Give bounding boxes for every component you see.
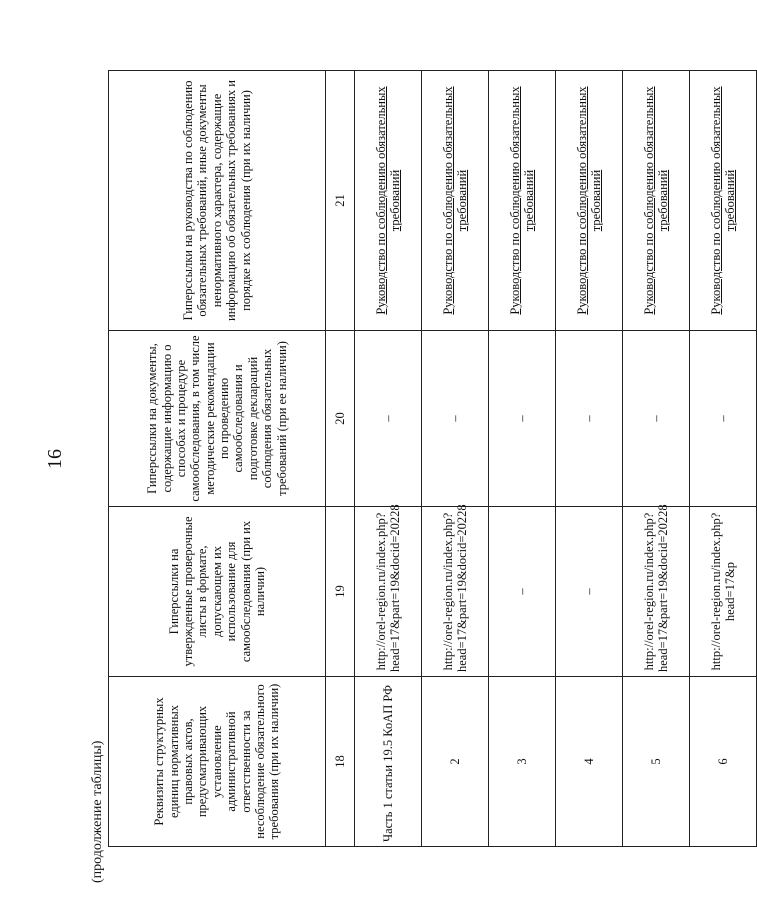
header-col-19: Гиперссылки на утвержденные проверочные листы в формате, допускающем их использование для самообследования (при их наличии) xyxy=(109,507,326,677)
row-selfcheck-doc-cell: – xyxy=(355,331,422,507)
header-col-18: Реквизиты структурных единиц нормативных правовых актов, предусматривающих установление административной ответственности за несоблюдение обязательного требования (при их наличии) xyxy=(109,677,326,847)
header-col-21: Гиперссылки на руководства по соблюдению обязательных требований, иные документы ненормативного характера, содержащие информацию об обязательных требованиях и порядке их соблюдения (при их наличии) xyxy=(109,71,326,331)
row-checklist-link[interactable]: http://orel-region.ru/index.php?head=17&part=19&docid=20228 xyxy=(355,507,422,677)
row-checklist-link[interactable]: http://orel-region.ru/index.php?head=17&part=19&docid=20228 xyxy=(422,507,489,677)
row-guide-link[interactable]: Руководство по соблюдению обязательных требований xyxy=(623,71,690,331)
row-selfcheck-doc-cell: – xyxy=(623,331,690,507)
continuation-note: (продолжение таблицы) xyxy=(90,740,105,883)
table-row xyxy=(489,71,556,847)
row-guide-link[interactable]: Руководство по соблюдению обязательных требований xyxy=(355,71,422,331)
table-row xyxy=(556,71,623,847)
row-checklist-cell: – xyxy=(556,507,623,677)
col-number-18: 18 xyxy=(326,677,355,847)
row-guide-link[interactable]: Руководство по соблюдению обязательных требований xyxy=(422,71,489,331)
table-row xyxy=(422,71,489,847)
table-row xyxy=(623,71,690,847)
row-selfcheck-doc-cell: – xyxy=(690,331,757,507)
col-number-19: 19 xyxy=(326,507,355,677)
row-guide-link[interactable]: Руководство по соблюдению обязательных требований xyxy=(556,71,623,331)
page-number: 16 xyxy=(44,449,66,469)
row-selfcheck-doc-cell: – xyxy=(556,331,623,507)
row-legal-act-cell: 3 xyxy=(489,677,556,847)
row-legal-act-cell: Часть 1 статьи 19.5 КоАП РФ xyxy=(355,677,422,847)
row-legal-act-cell: 6 xyxy=(690,677,757,847)
row-selfcheck-doc-cell: – xyxy=(489,331,556,507)
table-row xyxy=(355,71,422,847)
row-checklist-cell: – xyxy=(489,507,556,677)
row-checklist-link[interactable]: http://orel-region.ru/index.php?head=17&p xyxy=(690,507,757,677)
requirements-table xyxy=(108,70,757,847)
row-legal-act-cell: 4 xyxy=(556,677,623,847)
row-legal-act-cell: 2 xyxy=(422,677,489,847)
col-number-21: 21 xyxy=(326,71,355,331)
header-row xyxy=(109,71,326,847)
header-col-20: Гиперссылки на документы, содержащие информацию о способах и процедуре самообследования, в том числе методические рекомендации по проведению самообследования и подготовке деклараций соблюдения обязательных требований (при ее наличии) xyxy=(109,331,326,507)
row-guide-link[interactable]: Руководство по соблюдению обязательных требований xyxy=(690,71,757,331)
row-selfcheck-doc-cell: – xyxy=(422,331,489,507)
row-checklist-link[interactable]: http://orel-region.ru/index.php?head=17&part=19&docid=20228 xyxy=(623,507,690,677)
row-guide-link[interactable]: Руководство по соблюдению обязательных требований xyxy=(489,71,556,331)
table-row xyxy=(690,71,757,847)
col-number-20: 20 xyxy=(326,331,355,507)
row-legal-act-cell: 5 xyxy=(623,677,690,847)
column-numbers-row xyxy=(326,71,355,847)
